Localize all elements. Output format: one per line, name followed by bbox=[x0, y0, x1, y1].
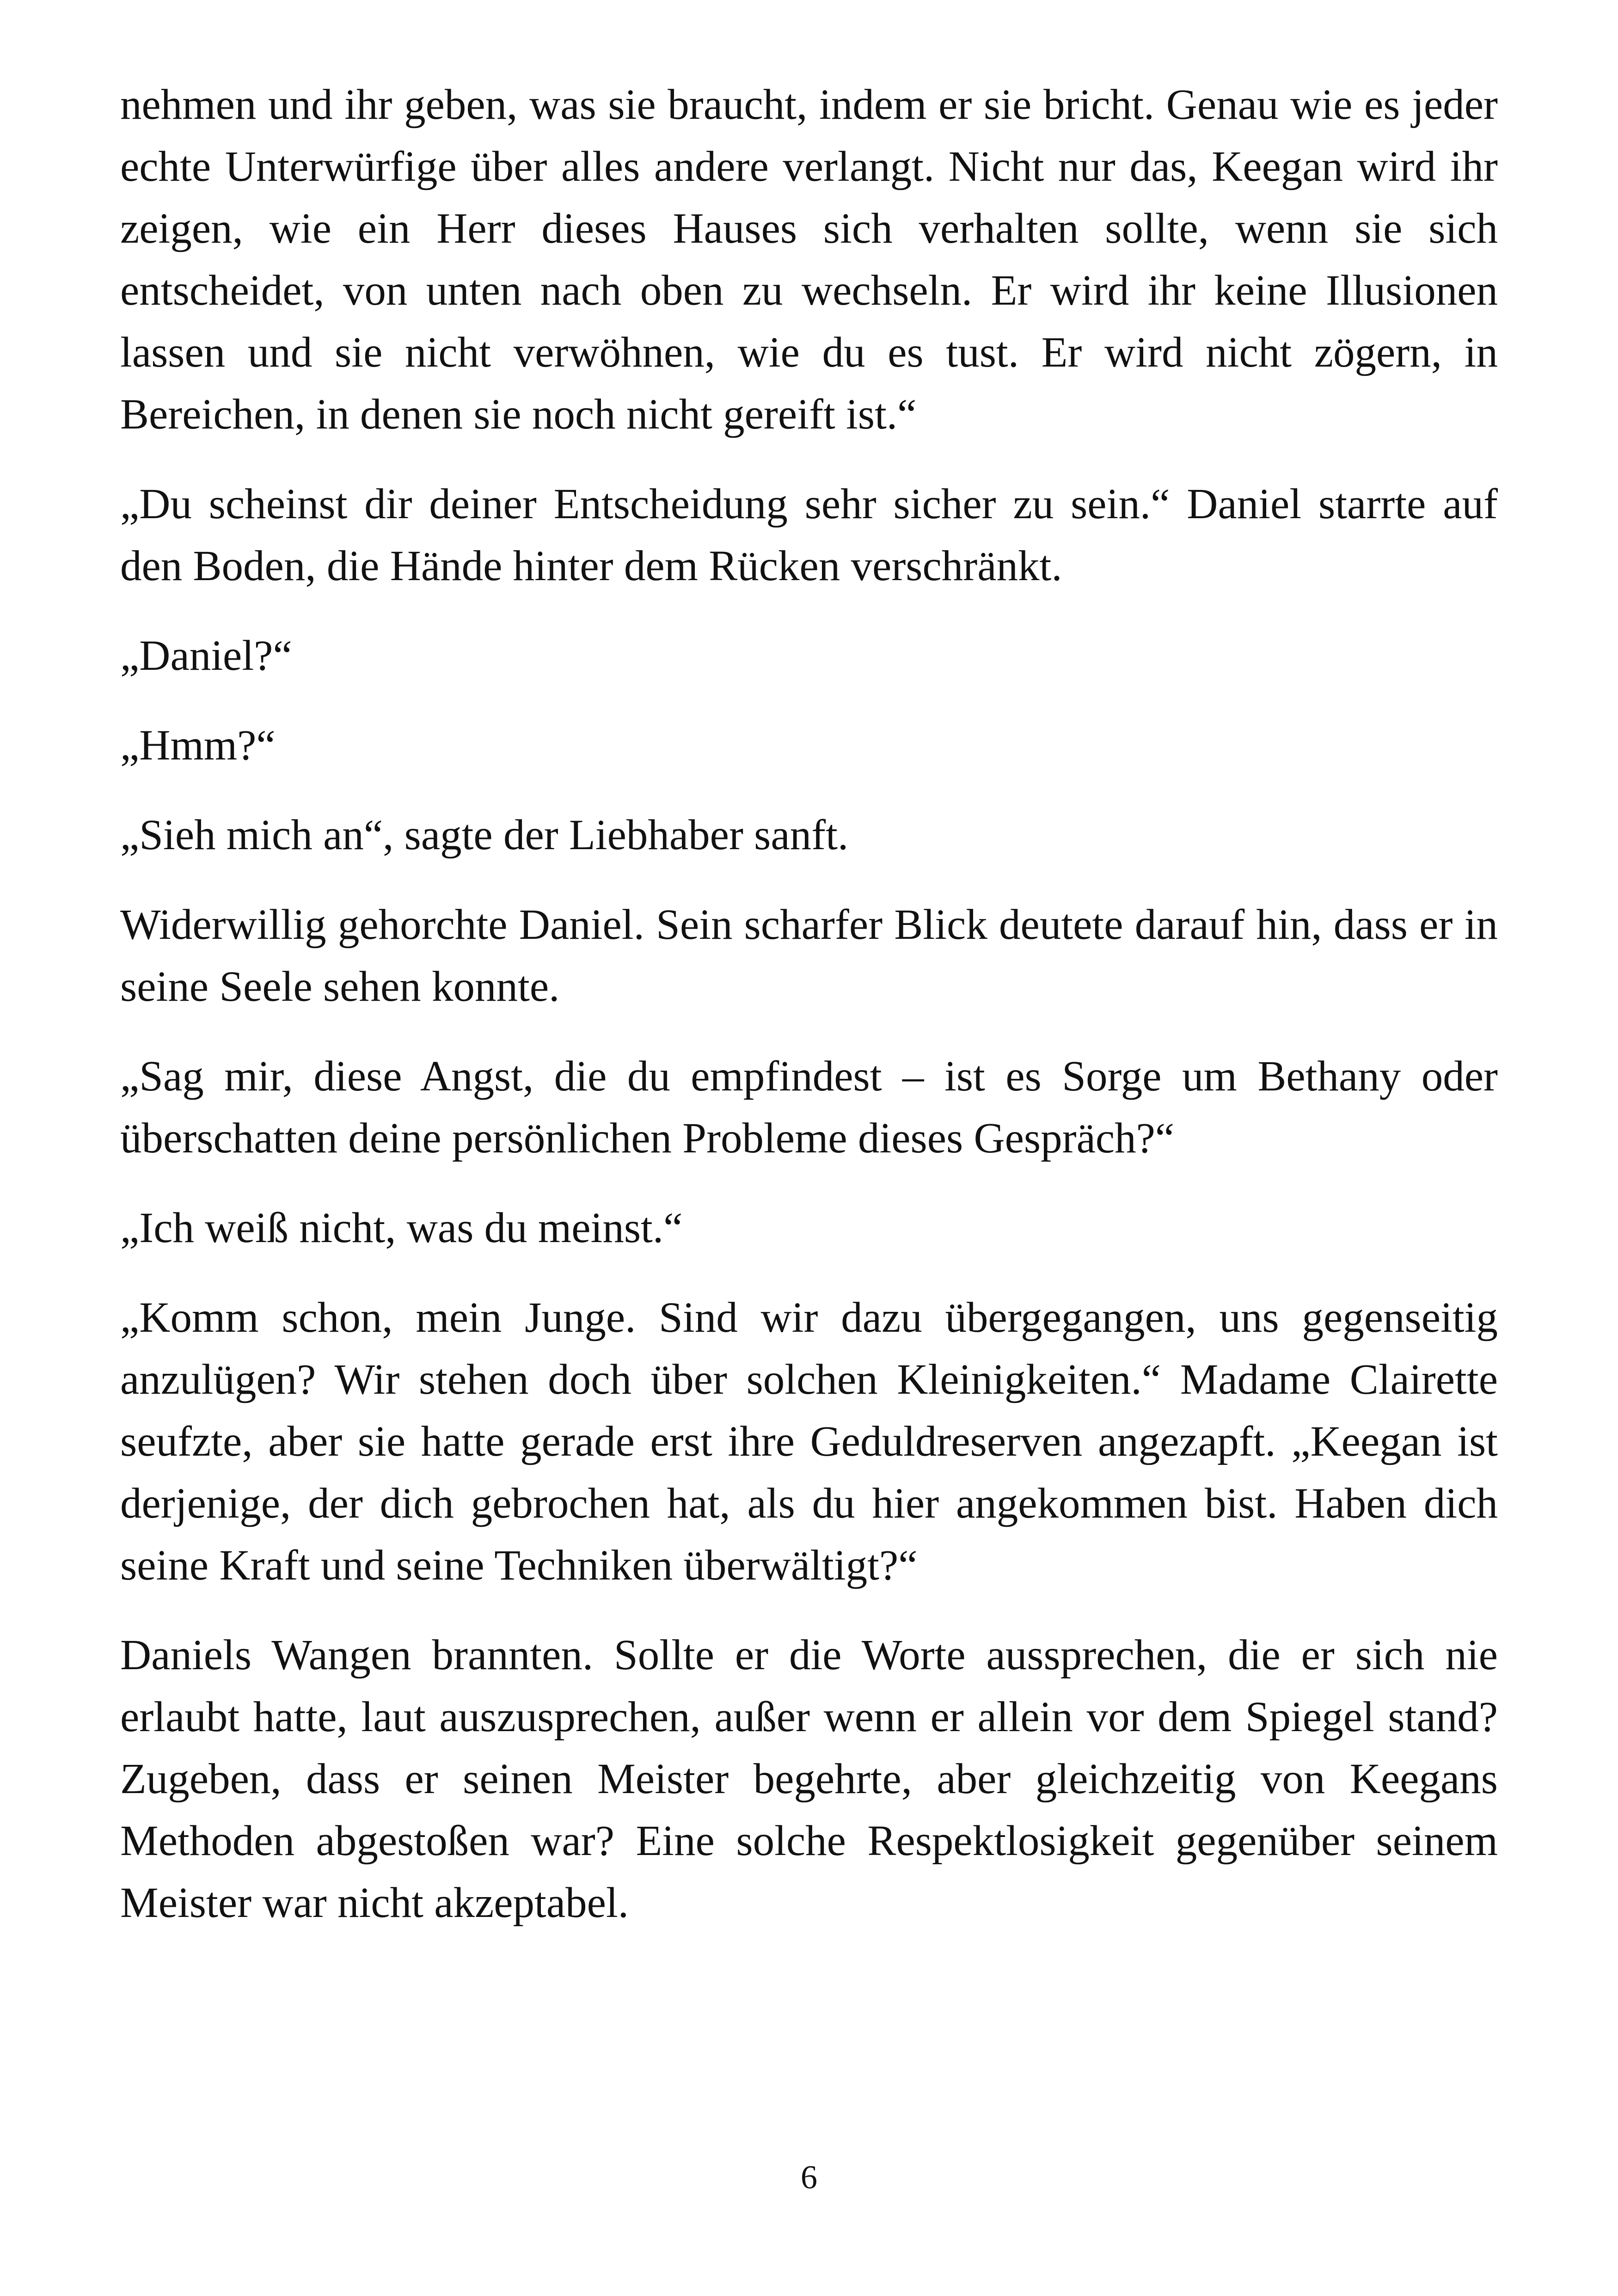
paragraph-4: „Hmm?“ bbox=[120, 722, 276, 769]
paragraph-6: Widerwillig gehorchte Daniel. Sein scharfer Blick deutete darauf hin, dass er in seine Seele sehen konnte. bbox=[120, 901, 1498, 1010]
page-body bbox=[120, 74, 1498, 1962]
paragraph-2: „Du scheinst dir deiner Entscheidung sehr sicher zu sein.“ Daniel starrte auf den Boden, die Hände hinter dem Rücken verschränkt. bbox=[120, 480, 1498, 590]
paragraph-7: „Sag mir, diese Angst, die du empfindest – ist es Sorge um Bethany oder überschatten deine persönlichen Probleme dieses Gespräch?“ bbox=[120, 1053, 1498, 1162]
paragraph-9: „Komm schon, mein Junge. Sind wir dazu übergegangen, uns gegenseitig anzulügen? Wir stehen doch über solchen Kleinigkeiten.“ Madame Clairette seufzte, aber sie hatte gerade erst ihre Geduldreserven angezapft. „Keegan ist derjenige, der dich gebrochen hat, als du hier angekommen bist. Haben dich seine Kraft und seine Techniken überwältigt?“ bbox=[120, 1294, 1498, 1589]
page-number: 6 bbox=[801, 2159, 817, 2196]
paragraph-8: „Ich weiß nicht, was du meinst.“ bbox=[120, 1204, 683, 1252]
paragraph-1: nehmen und ihr geben, was sie braucht, indem er sie bricht. Genau wie es jeder echte Unterwürfige über alles andere verlangt. Nicht nur das, Keegan wird ihr zeigen, wie ein Herr dieses Hauses sich verhalten sollte, wenn sie sich entscheidet, von unten nach oben zu wechseln. Er wird ihr keine Illusionen lassen und sie nicht verwöhnen, wie du es tust. Er wird nicht zögern, in Bereichen, in denen sie noch nicht gereift ist.“ bbox=[120, 81, 1498, 438]
paragraph-5: „Sieh mich an“, sagte der Liebhaber sanft. bbox=[120, 811, 849, 859]
paragraph-3: „Daniel?“ bbox=[120, 632, 292, 680]
paragraph-10: Daniels Wangen brannten. Sollte er die Worte aussprechen, die er sich nie erlaubt hatte, laut auszusprechen, außer wenn er allein vor dem Spiegel stand? Zugeben, dass er seinen Meister begehrte, aber gleichzeitig von Keegans Methoden abgestoßen war? Eine solche Respektlosigkeit gegenüber seinem Meister war nicht akzeptabel. bbox=[120, 1631, 1498, 1927]
